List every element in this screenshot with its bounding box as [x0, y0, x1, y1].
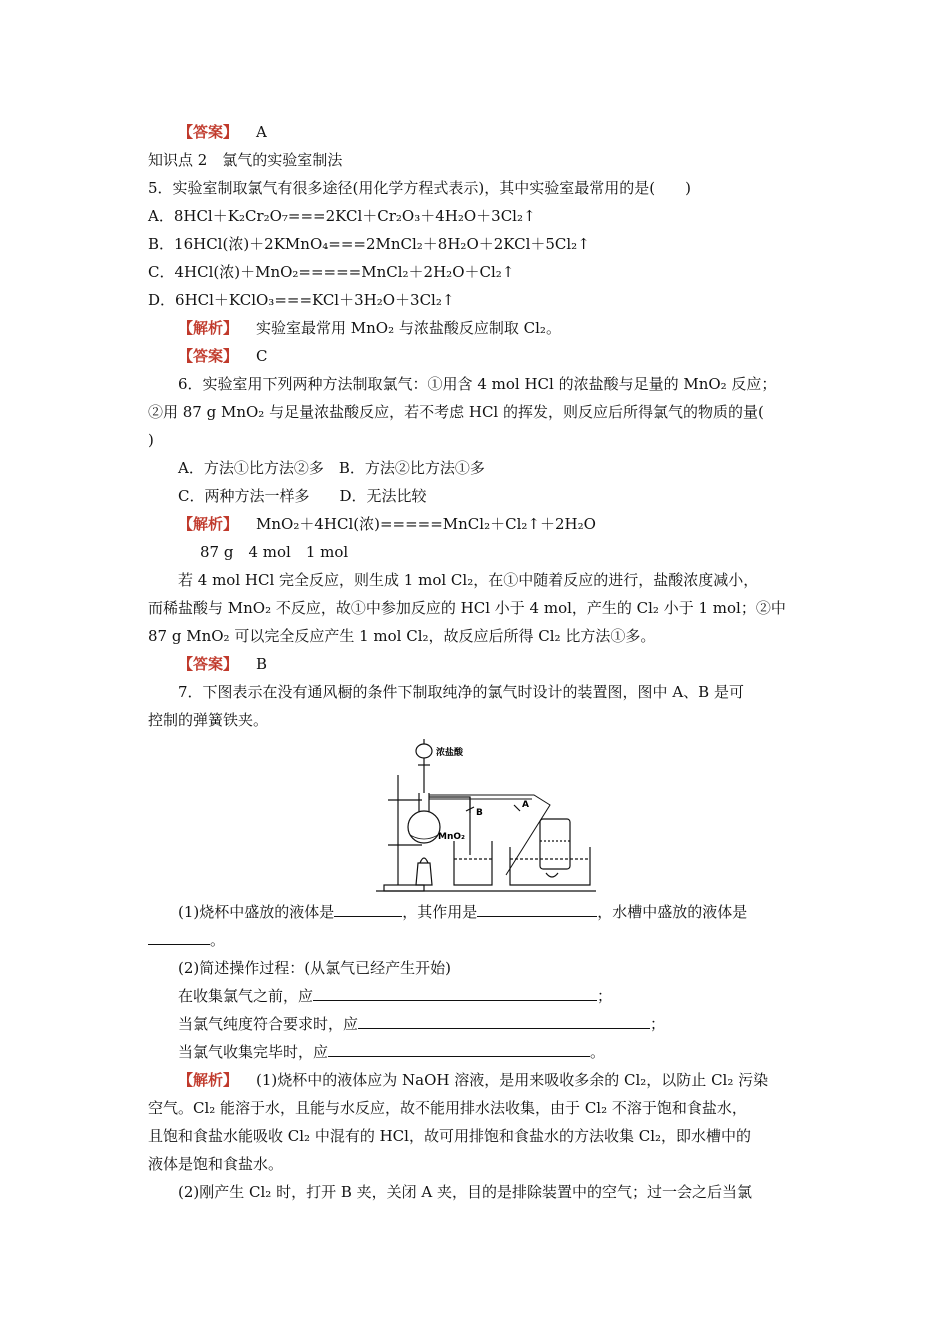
q6-stem-line1: 6．实验室用下列两种方法制取氯气：①用含 4 mol HCl 的浓盐酸与足量的 MnO₂ 反应； — [178, 375, 777, 393]
answer-blank-1[interactable] — [334, 902, 402, 917]
answer-blank-3[interactable] — [148, 930, 210, 945]
q6-explanation-line3: 87 g MnO₂ 可以完全反应产生 1 mol Cl₂，故反应后所得 Cl₂ 比方法①多。 — [148, 627, 656, 645]
q5-option-c: C．4HCl(浓)＋MnO₂=====MnCl₂＋2H₂O＋Cl₂↑ — [148, 263, 515, 281]
part2b-text: 当氯气纯度符合要求时，应 — [178, 1015, 359, 1033]
q6-options-row1: A．方法①比方法②多 B．方法②比方法①多 — [178, 459, 485, 477]
alcohol-lamp — [416, 863, 432, 885]
part1-text-c: ，水槽中盛放的液体是 — [597, 903, 748, 921]
answer-tag: 【答案】 — [178, 347, 239, 365]
q6-explanation-line2: 而稀盐酸与 MnO₂ 不反应，故①中参加反应的 HCl 小于 4 mol，产生的 Cl₂ 小于 1 mol；②中 — [148, 599, 786, 617]
part2a-text: 在收集氯气之前，应 — [178, 987, 314, 1005]
part1-text-b: ，其作用是 — [402, 903, 478, 921]
part1-text-d: 。 — [210, 931, 226, 949]
q5-option-a: A．8HCl＋K₂Cr₂O₇===2KCl＋Cr₂O₃＋4H₂O＋3Cl₂↑ — [148, 207, 536, 225]
q7-part2-c — [178, 1042, 605, 1062]
part2c-end: 。 — [590, 1043, 606, 1061]
part2b-end: ； — [650, 1015, 666, 1033]
q7-analysis-line5: (2)刚产生 Cl₂ 时，打开 B 夹，关闭 A 夹，目的是排除装置中的空气；过一会之后当氯 — [178, 1183, 753, 1201]
q6-answer — [178, 654, 267, 674]
analysis-tag: 【解析】 — [178, 1071, 239, 1089]
q7-part1 — [178, 902, 747, 922]
q5-answer — [178, 346, 268, 366]
analysis-text: (1)烧杯中的液体应为 NaOH 溶液，是用来吸收多余的 Cl₂，以防止 Cl₂ 污染 — [256, 1071, 769, 1089]
answer-value: B — [256, 655, 268, 673]
beaker — [454, 841, 492, 885]
q7-part2-b — [178, 1014, 665, 1034]
stand-base — [384, 885, 424, 891]
flask — [408, 811, 440, 843]
label-mno2: MnO₂ — [438, 832, 465, 842]
q7-part2-a — [178, 986, 612, 1006]
q7-part2: (2)简述操作过程：(从氯气已经产生开始) — [178, 959, 451, 977]
q7-analysis-line4: 液体是饱和食盐水。 — [148, 1155, 284, 1173]
collecting-bottle — [540, 819, 570, 869]
answer-value: C — [256, 347, 268, 365]
q7-part1-cont — [148, 930, 225, 950]
q7-analysis-line3: 且饱和食盐水能吸收 Cl₂ 中混有的 HCl，故可用排饱和食盐水的方法收集 Cl₂，即水槽中的 — [148, 1127, 752, 1145]
section-heading: 知识点 2 氯气的实验室制法 — [148, 151, 343, 169]
answer-blank-5[interactable] — [358, 1014, 650, 1029]
q6-stem-line3: ) — [148, 431, 154, 449]
answer-value: A — [256, 123, 267, 141]
analysis-text: 实验室最常用 MnO₂ 与浓盐酸反应制取 Cl₂。 — [256, 319, 561, 337]
answer-line-prev — [178, 122, 267, 142]
q5-stem: 5．实验室制取氯气有很多途径(用化学方程式表示)，其中实验室最常用的是( ) — [148, 179, 691, 197]
q5-analysis — [178, 318, 561, 338]
analysis-tag: 【解析】 — [178, 319, 239, 337]
q6-explanation-line1: 若 4 mol HCl 完全反应，则生成 1 mol Cl₂，在①中随着反应的进行，盐酸浓度减小， — [178, 571, 759, 589]
q7-analysis-line1 — [178, 1070, 768, 1090]
q7-analysis-line2: 空气。Cl₂ 能溶于水，且能与水反应，故不能用排水法收集，由于 Cl₂ 不溶于饱和食盐水， — [148, 1099, 747, 1117]
apparatus-figure — [374, 735, 598, 895]
q6-analysis — [178, 514, 596, 534]
q7-stem-line1: 7．下图表示在没有通风橱的条件下制取纯净的氯气时设计的装置图，图中 A、B 是可 — [178, 683, 744, 701]
part2c-text: 当氯气收集完毕时，应 — [178, 1043, 329, 1061]
label-clamp-b: B — [476, 808, 483, 818]
water-trough — [510, 847, 590, 885]
q6-options-row2: C．两种方法一样多 D．无法比较 — [178, 487, 427, 505]
part2a-end: ； — [597, 987, 613, 1005]
clamp-a — [514, 805, 520, 811]
reaction-equation: MnO₂＋4HCl(浓)=====MnCl₂＋Cl₂↑＋2H₂O — [256, 515, 596, 533]
answer-blank-4[interactable] — [313, 986, 597, 1001]
label-concentrated-hcl: 浓盐酸 — [436, 748, 464, 758]
answer-blank-2[interactable] — [477, 902, 597, 917]
answer-blank-6[interactable] — [328, 1042, 590, 1057]
q6-stem-line2: ②用 87 g MnO₂ 与足量浓盐酸反应，若不考虑 HCl 的挥发，则反应后所得氯气的物质的量( — [148, 403, 764, 421]
answer-tag: 【答案】 — [178, 655, 239, 673]
q6-equation-values: 87 g 4 mol 1 mol — [200, 543, 349, 561]
q7-stem-line2: 控制的弹簧铁夹。 — [148, 711, 269, 729]
answer-tag: 【答案】 — [178, 123, 239, 141]
q5-option-d: D．6HCl＋KClO₃===KCl＋3H₂O＋3Cl₂↑ — [148, 291, 455, 309]
label-clamp-a: A — [522, 800, 529, 810]
part1-text-a: (1)烧杯中盛放的液体是 — [178, 903, 335, 921]
funnel-bulb — [416, 744, 432, 758]
analysis-tag: 【解析】 — [178, 515, 239, 533]
q5-option-b: B．16HCl(浓)＋2KMnO₄===2MnCl₂＋8H₂O＋2KCl＋5Cl₂↑ — [148, 235, 590, 253]
